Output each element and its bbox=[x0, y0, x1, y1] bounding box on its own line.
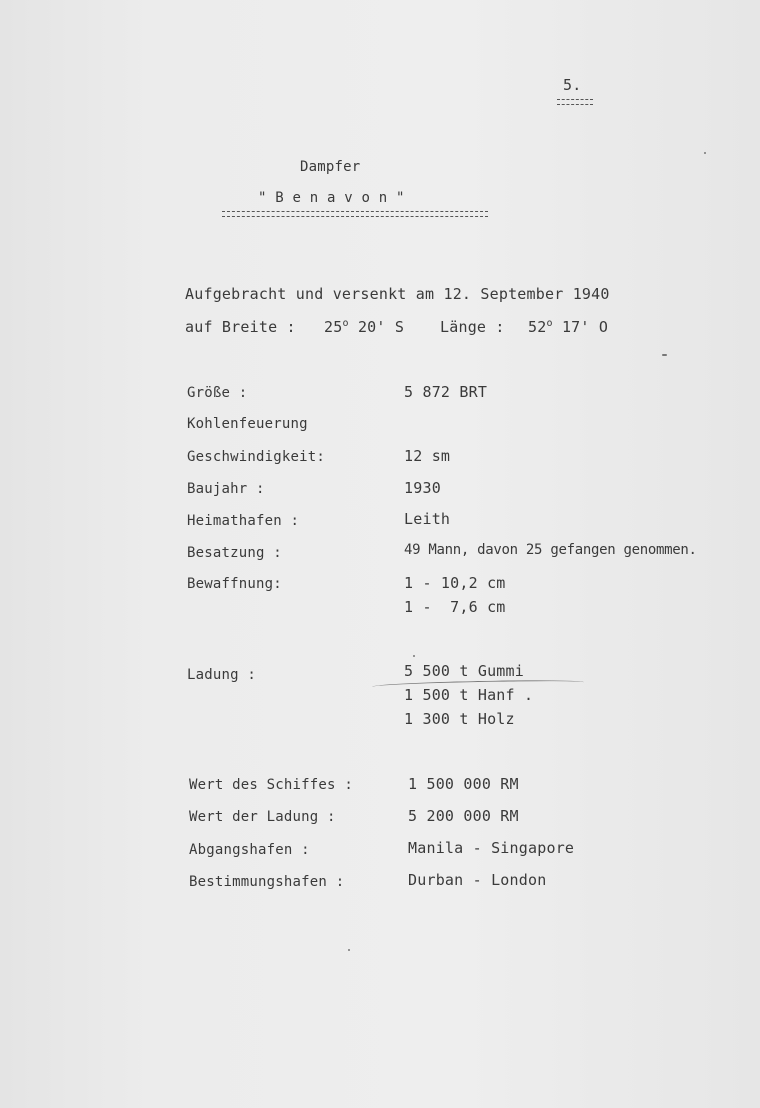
capture-line: Aufgebracht und versenkt am 12. September 1940 bbox=[185, 285, 610, 303]
detail-value: Leith bbox=[404, 510, 451, 528]
detail-value: 49 Mann, davon 25 gefangen genommen. bbox=[404, 542, 697, 558]
breite-value: 25$^o$ 20' S bbox=[324, 318, 405, 336]
detail-label: Geschwindigkeit: bbox=[187, 449, 326, 465]
laenge-label: Länge : bbox=[440, 318, 505, 336]
detail-label: Größe : bbox=[187, 385, 248, 401]
detail-value: 1 - 10,2 cm bbox=[404, 574, 506, 592]
detail-label: Bewaffnung: bbox=[187, 576, 282, 592]
cargo-item: 5 500 t Gummi bbox=[404, 662, 524, 680]
cargo-label: Ladung : bbox=[187, 667, 257, 683]
detail-label: Kohlenfeuerung bbox=[187, 416, 308, 432]
stray-mark bbox=[348, 949, 350, 951]
detail-value: 1930 bbox=[404, 479, 441, 497]
detail-value: 12 sm bbox=[404, 447, 451, 465]
page-number: 5. bbox=[563, 76, 582, 94]
breite-label: auf Breite : bbox=[185, 318, 296, 336]
stray-mark bbox=[662, 354, 667, 356]
value-label: Wert des Schiffes : bbox=[189, 777, 353, 793]
detail-label: Heimathafen : bbox=[187, 513, 300, 529]
pencil-mark bbox=[413, 655, 415, 657]
detail-label: Besatzung : bbox=[187, 545, 282, 561]
value-label: Wert der Ladung : bbox=[189, 809, 336, 825]
stray-mark bbox=[704, 152, 706, 154]
vessel-name: " B e n a v o n " bbox=[258, 190, 405, 206]
laenge-value: 52$^o$ 17' O bbox=[528, 318, 609, 336]
cargo-item: 1 500 t Hanf . bbox=[404, 686, 534, 704]
value-label: Abgangshafen : bbox=[189, 842, 310, 858]
cargo-item: 1 300 t Holz bbox=[404, 710, 515, 728]
vessel-name-underline bbox=[222, 211, 488, 217]
detail-label: Baujahr : bbox=[187, 481, 265, 497]
detail-value: 5 872 BRT bbox=[404, 383, 488, 401]
value-amount: Manila - Singapore bbox=[408, 839, 575, 857]
vessel-type: Dampfer bbox=[300, 159, 361, 175]
value-amount: 5 200 000 RM bbox=[408, 807, 519, 825]
detail-value: 1 - 7,6 cm bbox=[404, 598, 506, 616]
page-number-underline bbox=[557, 99, 593, 105]
value-amount: 1 500 000 RM bbox=[408, 775, 519, 793]
value-amount: Durban - London bbox=[408, 871, 547, 889]
value-label: Bestimmungshafen : bbox=[189, 874, 345, 890]
